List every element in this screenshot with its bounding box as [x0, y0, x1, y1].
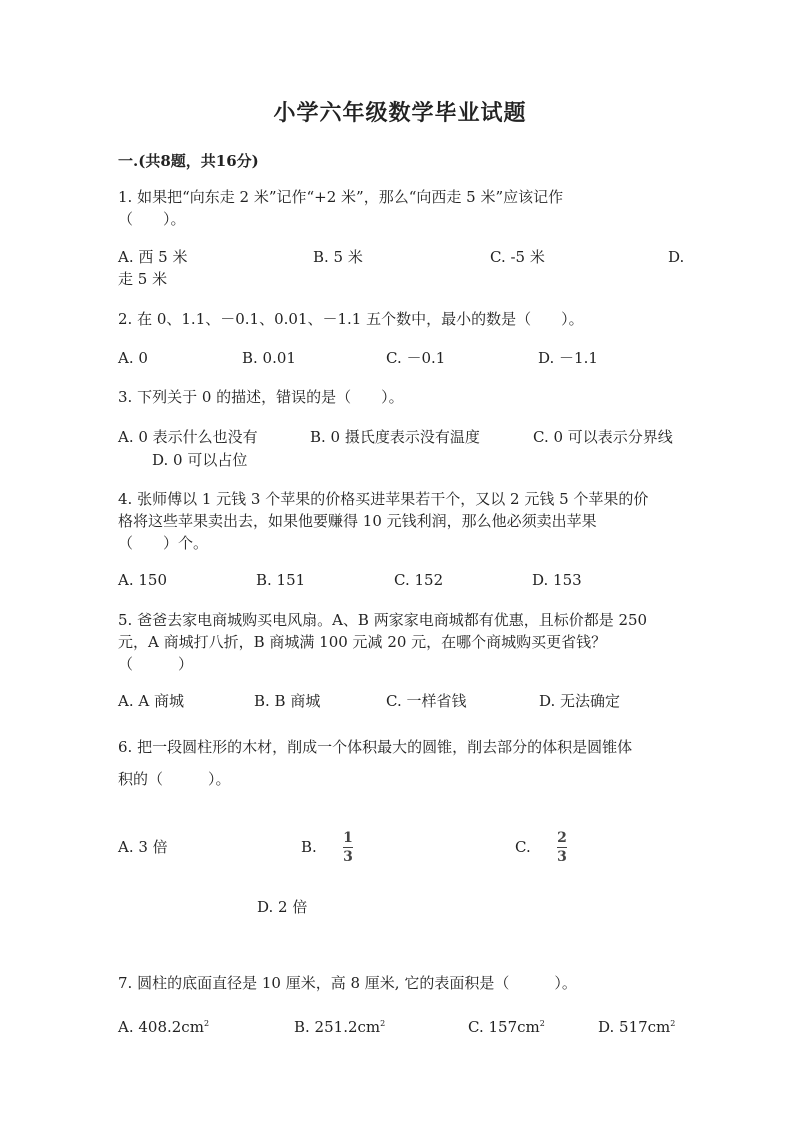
question-line: 3. 下列关于 0 的描述，错误的是（ ）。 [118, 388, 404, 406]
option-d[interactable]: D. 无法确定 [539, 692, 621, 710]
fraction-denominator: 3 [343, 849, 353, 865]
superscript: 2 [539, 1019, 545, 1028]
superscript: 2 [203, 1019, 210, 1028]
question-line: （ ）个。 [118, 534, 209, 552]
question-line: 5. 爸爸去家电商城购买电风扇。A、B 两家家电商城都有优惠，且标价都是 250 [118, 611, 648, 629]
fraction-two-thirds [557, 830, 567, 865]
option-b[interactable]: B. 151 [256, 571, 306, 589]
option-c[interactable]: C. 一样省钱 [386, 692, 467, 710]
option-d[interactable]: D. 153 [532, 571, 582, 589]
option-c[interactable] [468, 1013, 545, 1038]
option-d[interactable] [598, 1013, 675, 1038]
question-1 [118, 186, 684, 230]
fraction-bar [343, 847, 353, 848]
question-line: （ ） [118, 655, 194, 673]
superscript: 2 [670, 1019, 676, 1028]
question-4 [118, 488, 684, 554]
option-d-continued: 走 5 米 [118, 270, 168, 288]
option-c[interactable]: C. [515, 838, 531, 856]
option-text: C. 157cm [468, 1018, 540, 1036]
question-line: 积的（ ）。 [118, 770, 231, 788]
fraction-numerator: 2 [557, 830, 567, 846]
option-a[interactable]: A. 150 [118, 571, 167, 589]
option-text: D. 517cm [598, 1018, 671, 1036]
question-line: （ ）。 [118, 210, 186, 228]
fraction-denominator: 3 [557, 849, 567, 865]
option-text: A. 408.2cm [118, 1018, 204, 1036]
page-title: 小学六年级数学毕业试题 [273, 100, 527, 126]
fraction-bar [557, 847, 567, 848]
option-b[interactable]: B. 5 米 [313, 248, 363, 266]
option-b[interactable]: B. 0.01 [242, 349, 296, 367]
option-c[interactable]: C. -5 米 [490, 248, 545, 266]
option-a[interactable]: A. 西 5 米 [118, 248, 188, 266]
question-2 [118, 308, 684, 330]
option-d[interactable]: D. －1.1 [538, 349, 598, 367]
option-b[interactable]: B. 0 摄氏度表示没有温度 [310, 428, 480, 446]
section-heading: 一.(共8题，共16分) [118, 152, 259, 170]
option-a[interactable]: A. 0 表示什么也没有 [118, 428, 258, 446]
fraction-numerator: 1 [343, 830, 353, 846]
question-7 [118, 972, 684, 994]
question-line: 2. 在 0、1.1、－0.1、0.01、－1.1 五个数中，最小的数是（ ）。 [118, 310, 584, 328]
option-b[interactable]: B. B 商城 [254, 692, 321, 710]
option-d[interactable]: D. [668, 248, 685, 266]
question-line: 1. 如果把“向东走 2 米”记作“+2 米”，那么“向西走 5 米”应该记作 [118, 188, 564, 206]
question-line: 格将这些苹果卖出去，如果他要赚得 10 元钱利润，那么他必须卖出苹果 [118, 512, 597, 530]
option-d[interactable]: D. 2 倍 [257, 898, 308, 916]
option-text: B. 251.2cm [294, 1018, 381, 1036]
option-b[interactable] [294, 1013, 385, 1038]
option-b[interactable]: B. [301, 838, 317, 856]
option-a[interactable]: A. 0 [118, 349, 148, 367]
option-c[interactable]: C. 152 [394, 571, 444, 589]
question-line: 4. 张师傅以 1 元钱 3 个苹果的价格买进苹果若干个，又以 2 元钱 5 个苹果的价 [118, 490, 649, 508]
question-line: 元，A 商城打八折，B 商城满 100 元减 20 元，在哪个商城购买更省钱？ [118, 633, 607, 651]
fraction-one-third [343, 830, 353, 865]
question-line: 6. 把一段圆柱形的木材，削成一个体积最大的圆锥，削去部分的体积是圆锥体 [118, 738, 633, 756]
question-6 [118, 731, 684, 795]
option-a[interactable]: A. 3 倍 [118, 838, 168, 856]
option-a[interactable]: A. A 商城 [118, 692, 184, 710]
question-3 [118, 386, 684, 408]
superscript: 2 [380, 1019, 386, 1028]
question-line: 7. 圆柱的底面直径是 10 厘米，高 8 厘米, 它的表面积是（ ）。 [118, 974, 577, 992]
option-a[interactable] [118, 1013, 209, 1038]
option-c[interactable]: C. 0 可以表示分界线 [533, 428, 673, 446]
question-5 [118, 609, 684, 675]
option-d[interactable]: D. 0 可以占位 [152, 451, 248, 469]
option-c[interactable]: C. －0.1 [386, 349, 446, 367]
